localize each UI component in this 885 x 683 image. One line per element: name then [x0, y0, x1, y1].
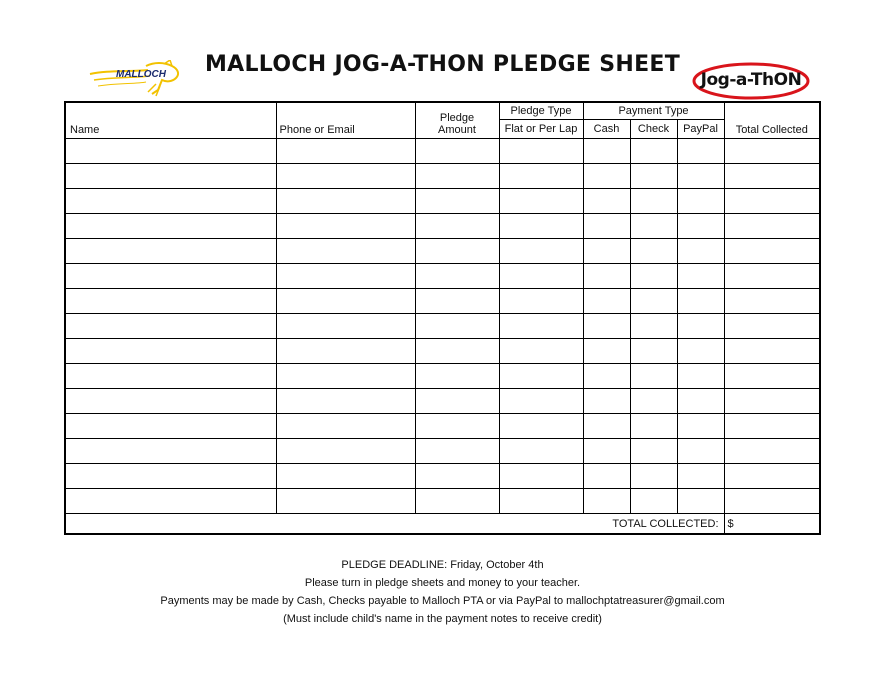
- table-row: [65, 189, 820, 214]
- cell-phone[interactable]: [276, 214, 415, 239]
- cell-pledge-amount[interactable]: [415, 339, 499, 364]
- cell-total-collected[interactable]: [724, 164, 820, 189]
- cell-name[interactable]: [65, 364, 276, 389]
- cell-name[interactable]: [65, 239, 276, 264]
- cell-total-collected[interactable]: [724, 464, 820, 489]
- mustang-logo-icon: [88, 60, 188, 100]
- header-pledge-type: Pledge Type: [499, 102, 583, 120]
- cell-total-collected[interactable]: [724, 289, 820, 314]
- cell-total-collected[interactable]: [724, 389, 820, 414]
- cell-total-collected[interactable]: [724, 139, 820, 164]
- table-row: [65, 289, 820, 314]
- cell-name[interactable]: [65, 289, 276, 314]
- cell-phone[interactable]: [276, 164, 415, 189]
- footer-notes: [0, 556, 885, 628]
- table-row: [65, 339, 820, 364]
- jog-a-thon-logo-text: Jog-a-ThON: [700, 70, 802, 90]
- cell-cash[interactable]: [583, 189, 630, 214]
- cell-cash[interactable]: [583, 339, 630, 364]
- cell-pledge-type[interactable]: [499, 439, 583, 464]
- page-title: MALLOCH JOG-A-THON PLEDGE SHEET: [204, 52, 681, 77]
- table-row: [65, 314, 820, 339]
- cell-check[interactable]: [630, 339, 677, 364]
- table-row: [65, 489, 820, 514]
- cell-total-collected[interactable]: [724, 489, 820, 514]
- header-cash: Cash: [583, 120, 630, 139]
- cell-pledge-type[interactable]: [499, 289, 583, 314]
- cell-phone[interactable]: [276, 414, 415, 439]
- cell-check[interactable]: [630, 489, 677, 514]
- cell-pledge-type[interactable]: [499, 414, 583, 439]
- cell-check[interactable]: [630, 264, 677, 289]
- cell-cash[interactable]: [583, 389, 630, 414]
- cell-paypal[interactable]: [677, 414, 724, 439]
- cell-paypal[interactable]: [677, 239, 724, 264]
- table-row: [65, 239, 820, 264]
- cell-phone[interactable]: [276, 464, 415, 489]
- cell-name[interactable]: [65, 414, 276, 439]
- cell-pledge-amount[interactable]: [415, 364, 499, 389]
- cell-check[interactable]: [630, 439, 677, 464]
- malloch-logo: [88, 60, 188, 100]
- pledge-table: [64, 101, 821, 535]
- cell-total-collected[interactable]: [724, 189, 820, 214]
- cell-cash[interactable]: [583, 214, 630, 239]
- cell-pledge-type[interactable]: [499, 139, 583, 164]
- header-name: Name: [65, 102, 276, 139]
- cell-check[interactable]: [630, 414, 677, 439]
- header-row-top: [65, 102, 820, 120]
- cell-phone[interactable]: [276, 189, 415, 214]
- cell-paypal[interactable]: [677, 314, 724, 339]
- cell-pledge-type[interactable]: [499, 339, 583, 364]
- cell-pledge-amount[interactable]: [415, 264, 499, 289]
- cell-pledge-amount[interactable]: [415, 314, 499, 339]
- cell-paypal[interactable]: [677, 489, 724, 514]
- header-pledge-amount-line2: Amount: [438, 124, 476, 136]
- cell-phone[interactable]: [276, 489, 415, 514]
- cell-pledge-type[interactable]: [499, 264, 583, 289]
- table-row: [65, 414, 820, 439]
- cell-pledge-type[interactable]: [499, 164, 583, 189]
- total-row: [65, 514, 820, 535]
- cell-total-collected[interactable]: [724, 364, 820, 389]
- cell-cash[interactable]: [583, 139, 630, 164]
- cell-phone[interactable]: [276, 439, 415, 464]
- cell-paypal[interactable]: [677, 164, 724, 189]
- cell-check[interactable]: [630, 289, 677, 314]
- cell-name[interactable]: [65, 139, 276, 164]
- cell-check[interactable]: [630, 364, 677, 389]
- header-check: Check: [630, 120, 677, 139]
- cell-pledge-type[interactable]: [499, 389, 583, 414]
- cell-pledge-type[interactable]: [499, 464, 583, 489]
- cell-pledge-amount[interactable]: [415, 239, 499, 264]
- cell-name[interactable]: [65, 464, 276, 489]
- table-row: [65, 439, 820, 464]
- cell-phone[interactable]: [276, 314, 415, 339]
- cell-pledge-amount[interactable]: [415, 489, 499, 514]
- cell-check[interactable]: [630, 214, 677, 239]
- cell-check[interactable]: [630, 164, 677, 189]
- cell-total-collected[interactable]: [724, 239, 820, 264]
- cell-paypal[interactable]: [677, 214, 724, 239]
- cell-pledge-amount[interactable]: [415, 139, 499, 164]
- pledge-deadline: PLEDGE DEADLINE: Friday, October 4th: [341, 559, 544, 571]
- jog-a-thon-logo: [692, 62, 810, 100]
- cell-phone[interactable]: [276, 364, 415, 389]
- cell-paypal[interactable]: [677, 389, 724, 414]
- payment-instructions: Payments may be made by Cash, Checks payable to Malloch PTA or via PayPal to mallochptatreasurer@gmail.com: [160, 595, 725, 607]
- cell-pledge-amount[interactable]: [415, 164, 499, 189]
- header-pledge-amount-line1: Pledge: [439, 112, 475, 124]
- cell-pledge-type[interactable]: [499, 314, 583, 339]
- cell-name[interactable]: [65, 339, 276, 364]
- cell-cash[interactable]: [583, 164, 630, 189]
- cell-total-collected[interactable]: [724, 214, 820, 239]
- cell-pledge-amount[interactable]: [415, 439, 499, 464]
- cell-check[interactable]: [630, 189, 677, 214]
- cell-pledge-amount[interactable]: [415, 289, 499, 314]
- cell-name[interactable]: [65, 164, 276, 189]
- cell-name[interactable]: [65, 389, 276, 414]
- cell-total-collected[interactable]: [724, 264, 820, 289]
- cell-name[interactable]: [65, 439, 276, 464]
- cell-total-collected[interactable]: [724, 339, 820, 364]
- cell-phone[interactable]: [276, 289, 415, 314]
- cell-paypal[interactable]: [677, 339, 724, 364]
- cell-cash[interactable]: [583, 239, 630, 264]
- table-row: [65, 139, 820, 164]
- cell-phone[interactable]: [276, 339, 415, 364]
- cell-total-collected[interactable]: [724, 414, 820, 439]
- cell-cash[interactable]: [583, 414, 630, 439]
- cell-paypal[interactable]: [677, 189, 724, 214]
- cell-check[interactable]: [630, 389, 677, 414]
- cell-pledge-amount[interactable]: [415, 414, 499, 439]
- table-row: [65, 389, 820, 414]
- cell-pledge-amount[interactable]: [415, 389, 499, 414]
- cell-name[interactable]: [65, 264, 276, 289]
- cell-cash[interactable]: [583, 439, 630, 464]
- cell-cash[interactable]: [583, 489, 630, 514]
- cell-paypal[interactable]: [677, 364, 724, 389]
- cell-pledge-type[interactable]: [499, 214, 583, 239]
- header-payment-type: Payment Type: [583, 102, 724, 120]
- cell-check[interactable]: [630, 239, 677, 264]
- cell-name[interactable]: [65, 189, 276, 214]
- cell-paypal[interactable]: [677, 139, 724, 164]
- table-row: [65, 464, 820, 489]
- turn-in-instructions: Please turn in pledge sheets and money to your teacher.: [304, 577, 581, 589]
- cell-check[interactable]: [630, 314, 677, 339]
- header-pledge-amount: [415, 102, 499, 139]
- cell-cash[interactable]: [583, 264, 630, 289]
- cell-total-collected[interactable]: [724, 314, 820, 339]
- cell-name[interactable]: [65, 489, 276, 514]
- cell-cash[interactable]: [583, 464, 630, 489]
- cell-pledge-amount[interactable]: [415, 214, 499, 239]
- cell-phone[interactable]: [276, 139, 415, 164]
- cell-cash[interactable]: [583, 289, 630, 314]
- cell-paypal[interactable]: [677, 464, 724, 489]
- payment-notes-reminder: (Must include child's name in the payment notes to receive credit): [283, 613, 602, 625]
- cell-cash[interactable]: [583, 314, 630, 339]
- cell-phone[interactable]: [276, 389, 415, 414]
- header-phone-or-email: Phone or Email: [276, 102, 415, 139]
- cell-pledge-amount[interactable]: [415, 189, 499, 214]
- header-flat-or-per-lap: Flat or Per Lap: [499, 120, 583, 139]
- cell-name[interactable]: [65, 314, 276, 339]
- cell-pledge-type[interactable]: [499, 239, 583, 264]
- cell-phone[interactable]: [276, 239, 415, 264]
- cell-cash[interactable]: [583, 364, 630, 389]
- header-total-collected: Total Collected: [724, 102, 820, 139]
- cell-pledge-type[interactable]: [499, 189, 583, 214]
- cell-paypal[interactable]: [677, 264, 724, 289]
- table-row: [65, 214, 820, 239]
- table-row: [65, 164, 820, 189]
- cell-pledge-type[interactable]: [499, 364, 583, 389]
- cell-pledge-amount[interactable]: [415, 464, 499, 489]
- cell-phone[interactable]: [276, 264, 415, 289]
- cell-check[interactable]: [630, 139, 677, 164]
- pledge-rows: [65, 139, 820, 514]
- cell-total-collected[interactable]: [724, 439, 820, 464]
- table-row: [65, 264, 820, 289]
- malloch-logo-text: MALLOCH: [116, 69, 166, 80]
- header-paypal: PayPal: [677, 120, 724, 139]
- cell-name[interactable]: [65, 214, 276, 239]
- cell-paypal[interactable]: [677, 289, 724, 314]
- cell-pledge-type[interactable]: [499, 489, 583, 514]
- cell-check[interactable]: [630, 464, 677, 489]
- total-collected-value[interactable]: $: [724, 514, 820, 535]
- cell-paypal[interactable]: [677, 439, 724, 464]
- table-row: [65, 364, 820, 389]
- total-collected-label: TOTAL COLLECTED:: [65, 514, 724, 535]
